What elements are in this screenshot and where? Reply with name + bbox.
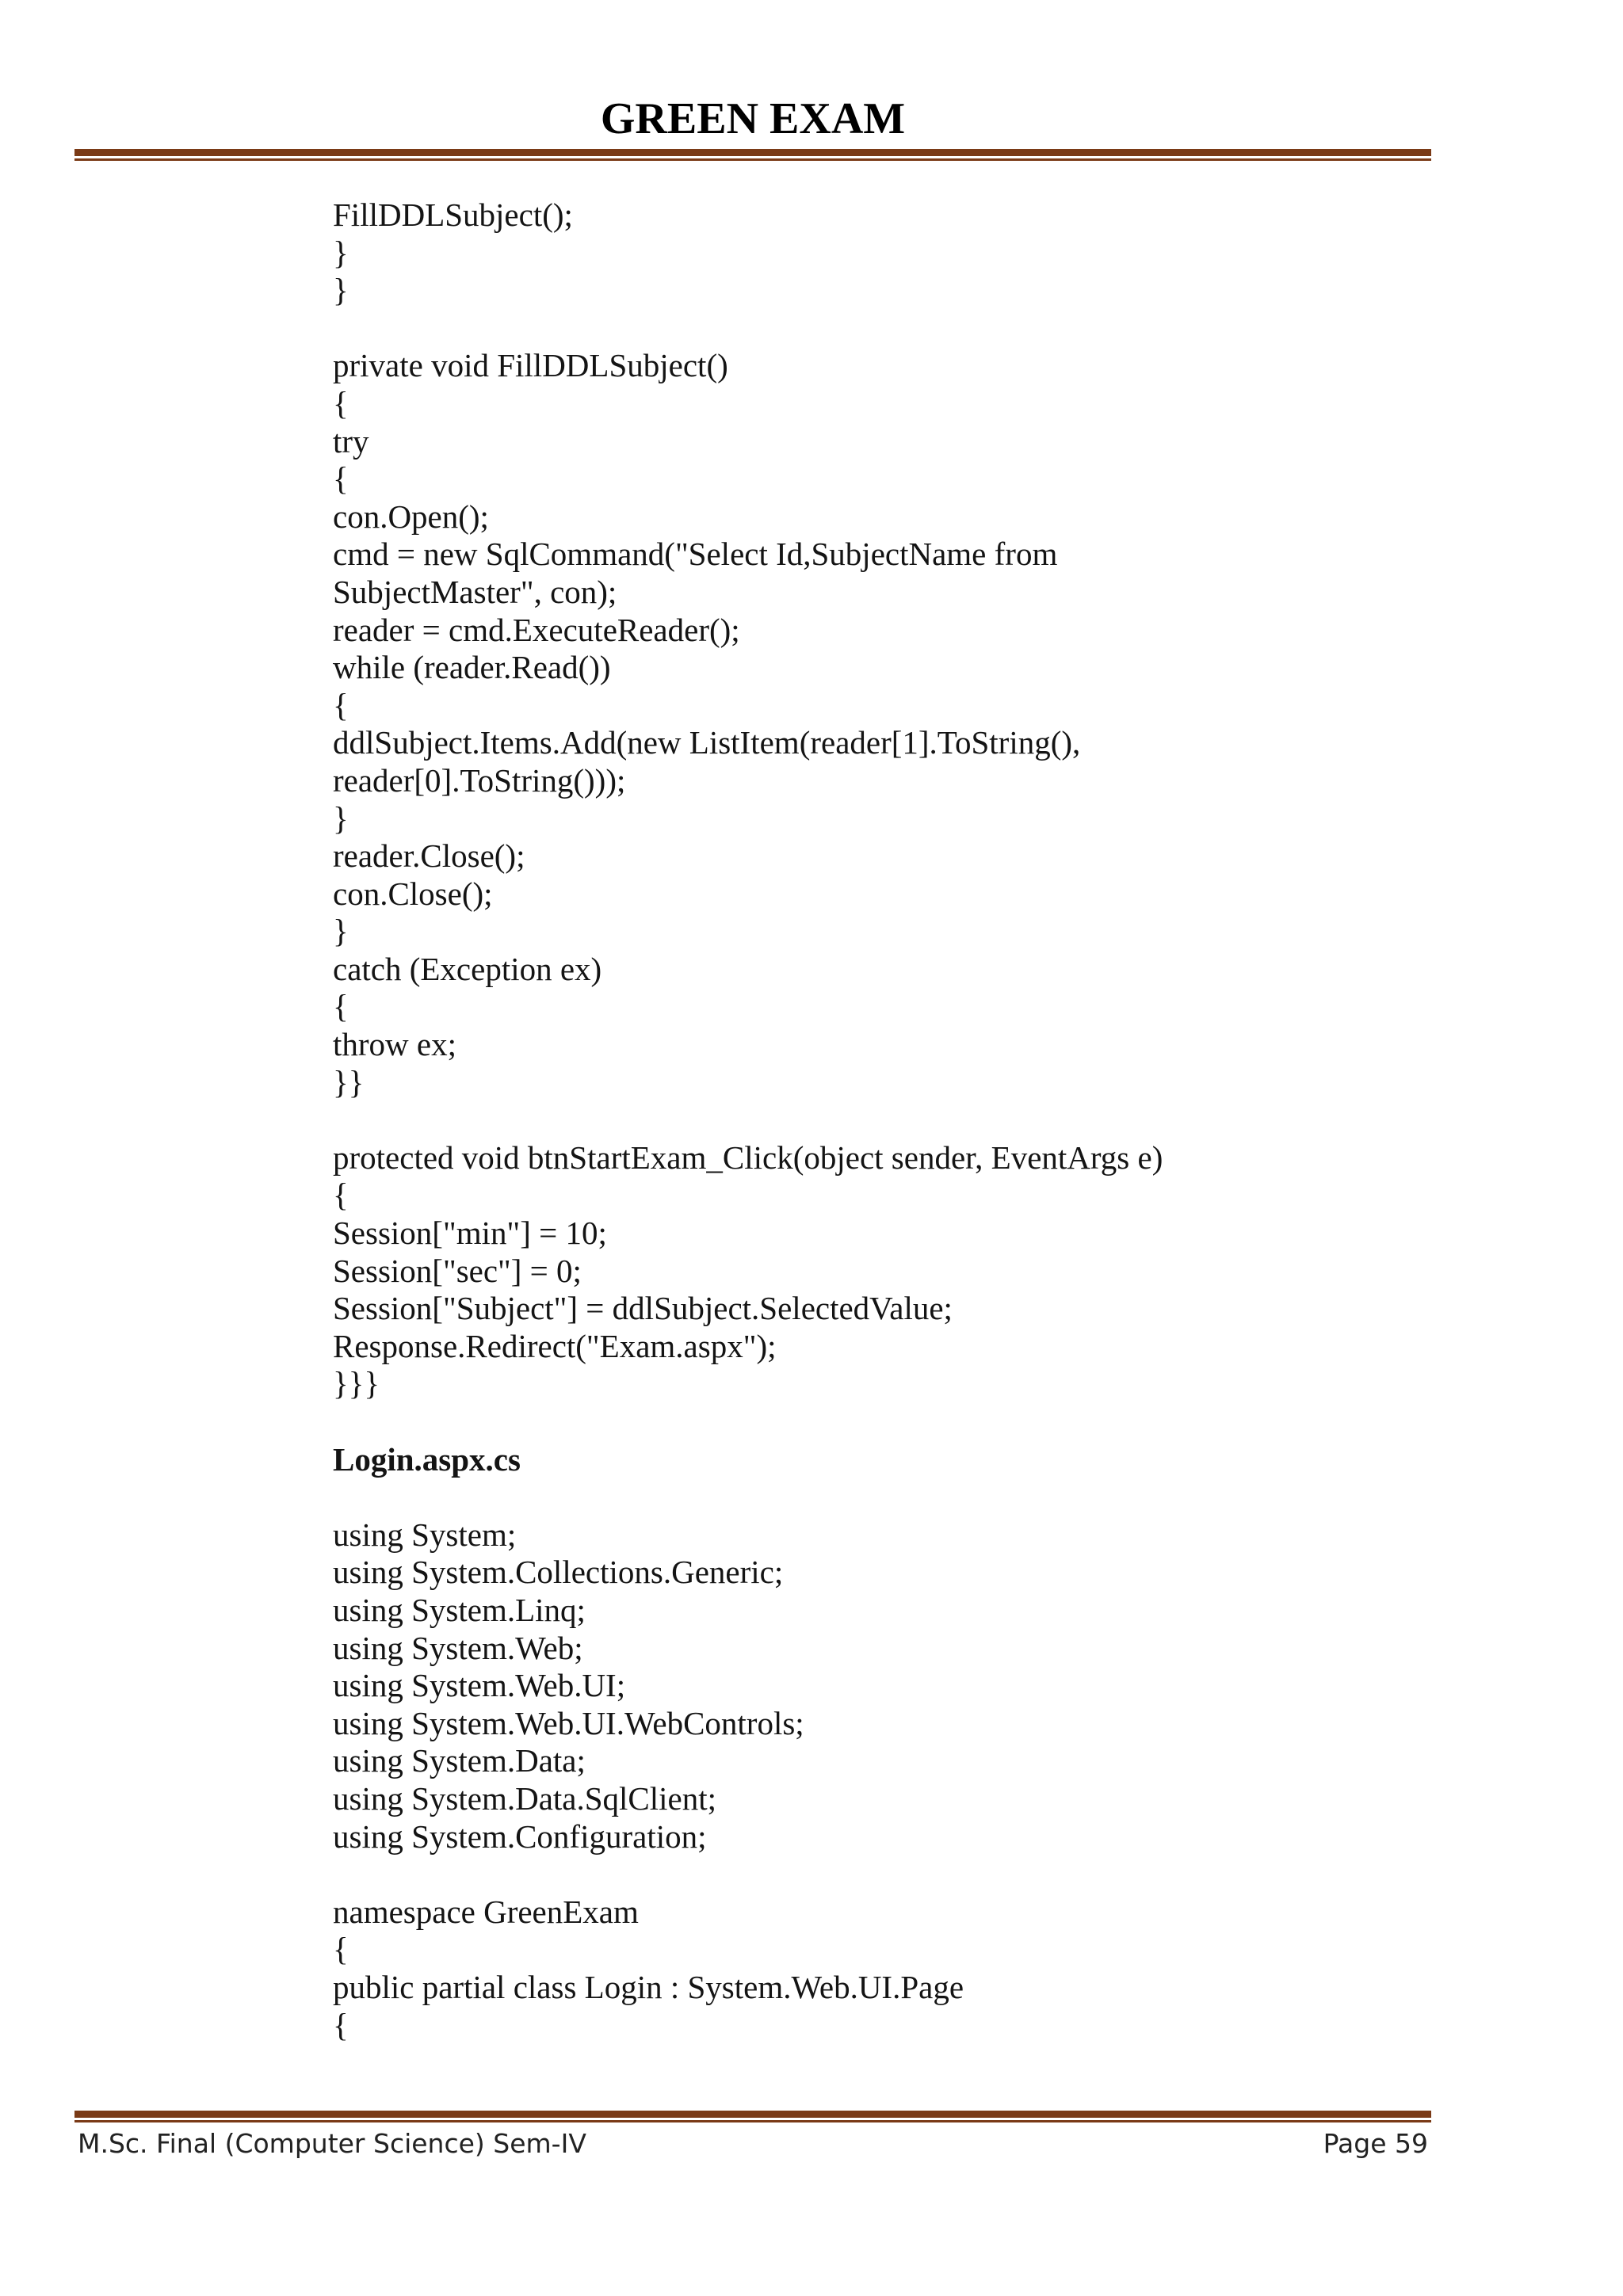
blank-line — [333, 310, 1490, 348]
code-line: using System.Data.SqlClient; — [333, 1779, 717, 1817]
code-line: using System.Web; — [333, 1629, 583, 1666]
code-line: }} — [333, 1063, 365, 1100]
code-line: { — [333, 988, 349, 1025]
footer-page-number: Page 59 — [1323, 2128, 1428, 2159]
footer-divider — [74, 2111, 1431, 2122]
code-line: private void FillDDLSubject() — [333, 347, 728, 384]
code-line: } — [333, 272, 349, 309]
code-line: } — [333, 913, 349, 950]
blank-line — [333, 1478, 1490, 1516]
code-line: Session["sec"] = 0; — [333, 1252, 582, 1289]
code-line: con.Open(); — [333, 498, 489, 535]
code-line: reader = cmd.ExecuteReader(); — [333, 611, 740, 648]
code-line: using System.Linq; — [333, 1591, 586, 1628]
code-line: Session["min"] = 10; — [333, 1215, 607, 1252]
code-line: FillDDLSubject(); — [333, 196, 573, 233]
code-line: } — [333, 799, 349, 837]
code-line: try — [333, 422, 369, 460]
code-line: public partial class Login : System.Web.UI.Page — [333, 1968, 964, 2005]
code-line: { — [333, 460, 349, 498]
code-line: using System; — [333, 1516, 517, 1553]
code-line: { — [333, 2006, 349, 2043]
code-line: con.Close(); — [333, 875, 493, 912]
code-line: SubjectMaster", con); — [333, 573, 617, 610]
code-line: protected void btnStartExam_Click(object sender, EventArgs e) — [333, 1138, 1163, 1176]
code-line: using System.Configuration; — [333, 1817, 707, 1855]
blank-line — [333, 1855, 1490, 1894]
code-line: { — [333, 686, 349, 723]
code-line: namespace GreenExam — [333, 1893, 639, 1930]
code-line: reader.Close(); — [333, 837, 525, 875]
code-line: } — [333, 234, 349, 271]
footer-course-label: M.Sc. Final (Computer Science) Sem-IV — [78, 2128, 586, 2159]
code-line: ddlSubject.Items.Add(new ListItem(reader[1].ToString(), — [333, 724, 1081, 761]
code-line: { — [333, 1931, 349, 1968]
code-line: reader[0].ToString())); — [333, 761, 626, 799]
blank-line — [333, 1101, 1490, 1139]
code-line: using System.Web.UI; — [333, 1667, 626, 1704]
code-listing — [333, 196, 1490, 2044]
code-line: }}} — [333, 1365, 380, 1402]
code-line: using System.Collections.Generic; — [333, 1554, 784, 1591]
code-line: { — [333, 1177, 349, 1214]
page-header-title: GREEN EXAM — [600, 94, 906, 143]
code-line: Response.Redirect("Exam.aspx"); — [333, 1327, 777, 1364]
code-line: while (reader.Read()) — [333, 649, 611, 686]
code-line: { — [333, 384, 349, 421]
code-line: using System.Web.UI.WebControls; — [333, 1704, 804, 1741]
section-heading: Login.aspx.cs — [333, 1440, 521, 1478]
code-line: cmd = new SqlCommand("Select Id,SubjectName from — [333, 536, 1058, 573]
code-line: Session["Subject"] = ddlSubject.SelectedValue; — [333, 1290, 953, 1327]
code-line: catch (Exception ex) — [333, 950, 602, 987]
blank-line — [333, 1403, 1490, 1441]
header-divider — [74, 149, 1431, 161]
code-line: throw ex; — [333, 1026, 456, 1063]
code-line: using System.Data; — [333, 1742, 586, 1779]
